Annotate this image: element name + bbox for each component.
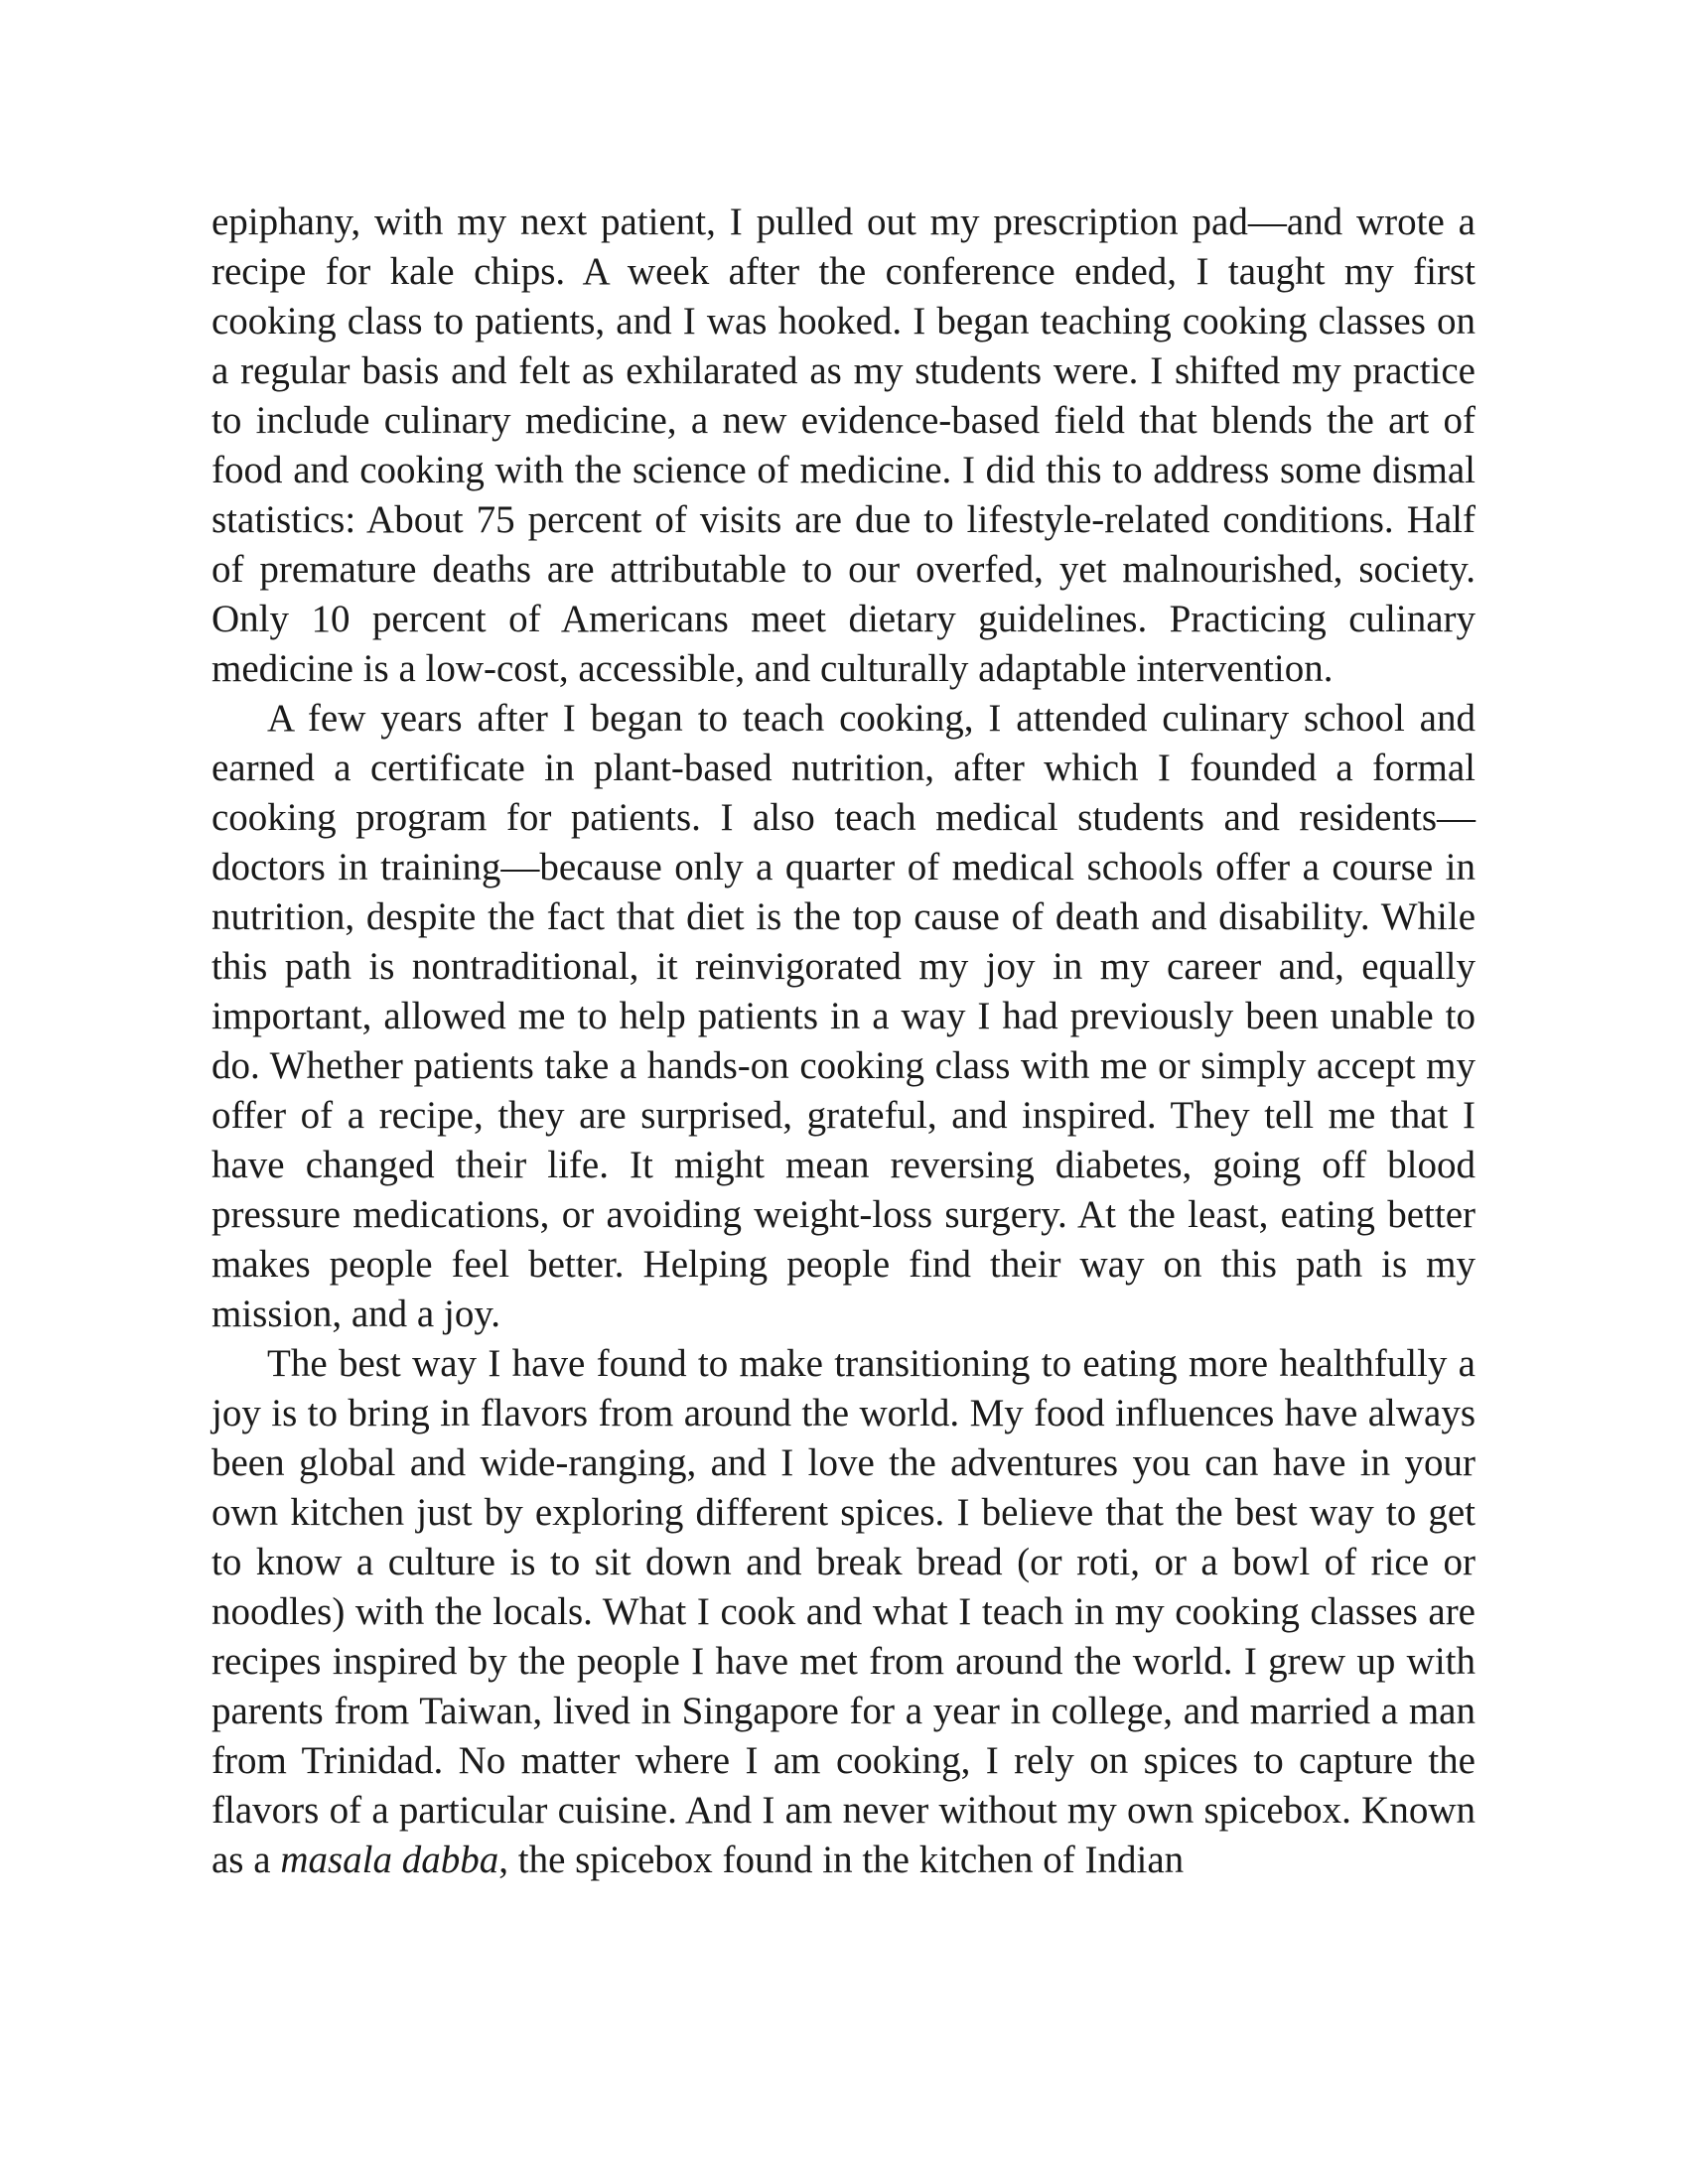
paragraph-global-flavors — [211, 1339, 1476, 1885]
paragraph-culinary-medicine: epiphany, with my next patient, I pulled out my prescription pad—and wrote a recipe for kale chips. A week after the conference ended, I taught my first cooking class to patients, and I was hooked. I began teaching cooking classes on a regular basis and felt as exhilarated as my students were. I shifted my practice to include culinary medicine, a new evidence-based field that blends the art of food and cooking with the science of medicine. I did this to address some dismal statistics: About 75 percent of visits are due to lifestyle-related conditions. Half of premature deaths are attributable to our overfed, yet malnourished, society. Only 10 percent of Americans meet dietary guidelines. Practicing culinary medicine is a low-cost, accessible, and culturally adaptable intervention. — [211, 201, 1476, 690]
paragraph-cooking-program: A few years after I began to teach cooking, I attended culinary school and earned a certificate in plant-based nutrition, after which I founded a formal cooking program for patients. I also teach medical students and residents—doctors in training—because only a quarter of medical schools offer a course in nutrition, despite the fact that diet is the top cause of death and disability. While this path is nontraditional, it reinvigorated my joy in my career and, equally important, allowed me to help patients in a way I had previously been unable to do. Whether patients take a hands-on cooking class with me or simply accept my offer of a recipe, they are surprised, grateful, and inspired. They tell me that I have changed their life. It might mean reversing diabetes, going off blood pressure medications, or avoiding weight-loss surgery. At the least, eating better makes people feel better. Helping people find their way on this path is my mission, and a joy. — [211, 697, 1476, 1335]
masala-dabba-term: masala dabba — [280, 1839, 499, 1881]
document-page — [211, 198, 1476, 1885]
paragraph-global-flavors-tail: , the spicebox found in the kitchen of Indian — [498, 1839, 1185, 1881]
paragraph-global-flavors-text: The best way I have found to make transitioning to eating more healthfully a joy is to bring in flavors from around the world. My food influences have always been global and wide-ranging, and I love the adventures you can have in your own kitchen just by exploring different spices. I believe that the best way to get to know a culture is to sit down and break bread (or roti, or a bowl of rice or noodles) with the locals. What I cook and what I teach in my cooking classes are recipes inspired by the people I have met from around the world. I grew up with parents from Taiwan, lived in Singapore for a year in college, and married a man from Trinidad. No matter where I am cooking, I rely on spices to capture the flavors of a particular cuisine. And I am never without my own spicebox. Known as a — [211, 1342, 1476, 1881]
